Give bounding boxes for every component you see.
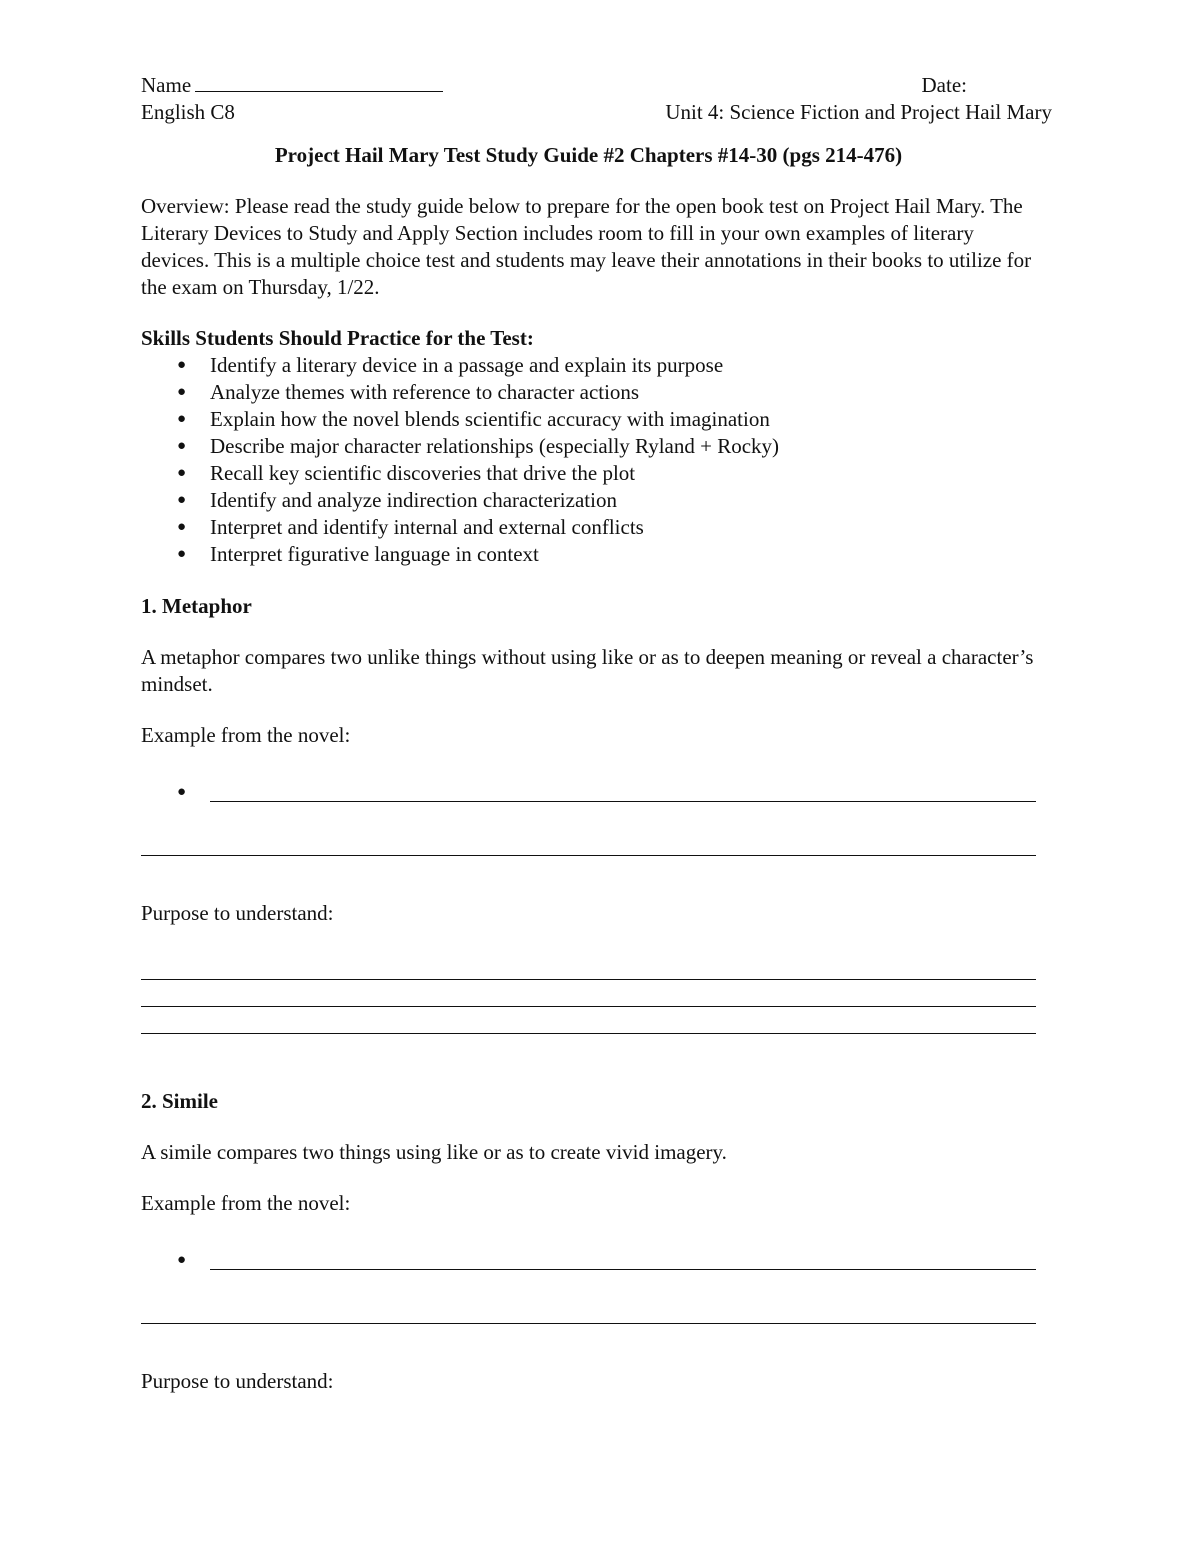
unit-label: Unit 4: Science Fiction and Project Hail Mary	[665, 100, 1052, 124]
skill-item: ● Analyze themes with reference to character actions	[141, 379, 1036, 406]
purpose-answer-line[interactable]	[141, 984, 1036, 1011]
skill-item: ● Interpret and identify internal and external conflicts	[141, 514, 1036, 541]
purpose-lines-metaphor	[141, 957, 1036, 1038]
course-label: English C8	[141, 100, 235, 124]
example-answer-line-simile[interactable]	[141, 1247, 1036, 1274]
answer-rule[interactable]	[141, 979, 1036, 980]
section-heading-metaphor: 1. Metaphor	[141, 594, 252, 618]
section-heading-simile: 2. Simile	[141, 1089, 218, 1113]
skill-item: ● Describe major character relationships (especially Ryland + Rocky)	[141, 433, 1036, 460]
worksheet-content	[141, 72, 1052, 1395]
skill-item: ● Identify a literary device in a passage and explain its purpose	[141, 352, 1036, 379]
example-continuation-line-simile[interactable]	[141, 1301, 1036, 1328]
purpose-label-metaphor: Purpose to understand:	[141, 901, 334, 925]
skill-item: ● Explain how the novel blends scientific accuracy with imagination	[141, 406, 1036, 433]
name-field[interactable]	[141, 72, 443, 99]
example-continuation-line-metaphor[interactable]	[141, 833, 1036, 860]
example-answer-line-metaphor[interactable]	[141, 779, 1036, 806]
name-blank-line[interactable]	[195, 73, 443, 92]
bullet-icon: ●	[177, 784, 187, 800]
purpose-answer-line[interactable]	[141, 957, 1036, 984]
skill-item: ● Interpret figurative language in context	[141, 541, 1036, 568]
skill-item: ● Recall key scientific discoveries that drive the plot	[141, 460, 1036, 487]
purpose-label-simile: Purpose to understand:	[141, 1369, 334, 1393]
skills-list	[141, 352, 1036, 568]
skills-heading: Skills Students Should Practice for the Test:	[141, 326, 534, 350]
answer-rule[interactable]	[210, 801, 1036, 802]
bullet-icon: ●	[177, 1252, 187, 1268]
header-row-name-date	[141, 72, 1036, 99]
section-definition-metaphor: A metaphor compares two unlike things without using like or as to deepen meaning or reveal a character’s mindset.	[141, 645, 1034, 696]
page-title: Project Hail Mary Test Study Guide #2 Chapters #14-30 (pgs 214-476)	[274, 143, 903, 167]
answer-rule[interactable]	[141, 1323, 1036, 1324]
skill-item: ● Identify and analyze indirection characterization	[141, 487, 1036, 514]
section-definition-simile: A simile compares two things using like or as to create vivid imagery.	[141, 1140, 727, 1164]
name-label: Name	[141, 73, 192, 97]
answer-rule[interactable]	[141, 855, 1036, 856]
example-label-metaphor: Example from the novel:	[141, 723, 351, 747]
header-row-course-unit	[141, 99, 1052, 126]
answer-rule[interactable]	[141, 1006, 1036, 1007]
answer-rule[interactable]	[210, 1269, 1036, 1270]
example-label-simile: Example from the novel:	[141, 1191, 351, 1215]
date-label: Date:	[921, 73, 967, 97]
answer-rule[interactable]	[141, 1033, 1036, 1034]
purpose-answer-line[interactable]	[141, 1011, 1036, 1038]
overview-paragraph: Overview: Please read the study guide below to prepare for the open book test on Project Hail Mary. The Literary Devices to Study and Apply Section includes room to fill in your own examples of literary devices. This is a multiple choice test and students may leave their annotations in their books to utilize for the exam on Thursday, 1/22.	[141, 194, 1032, 299]
